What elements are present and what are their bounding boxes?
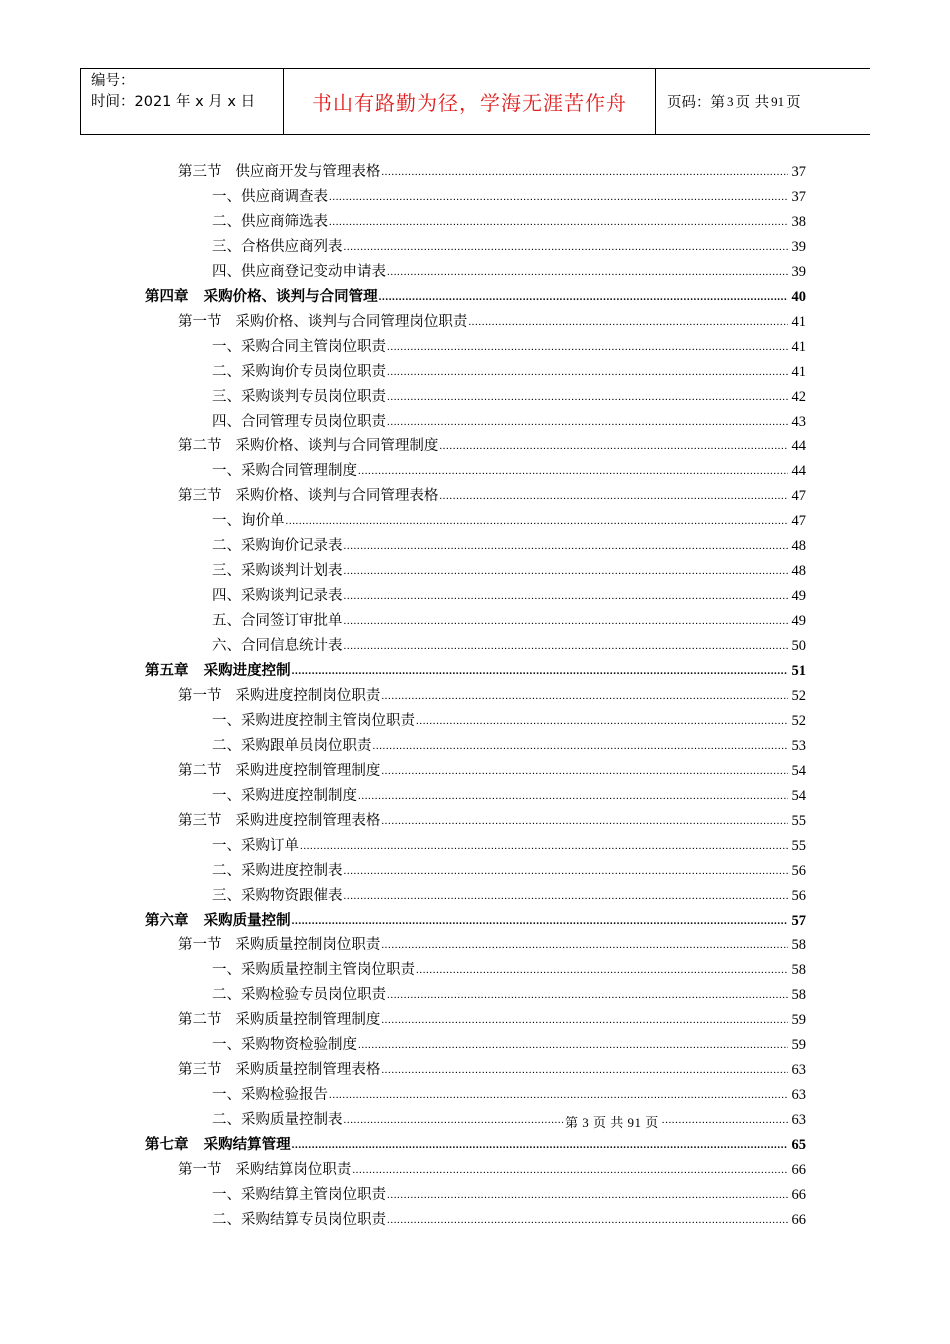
toc-leader-dots: [468, 312, 788, 332]
toc-entry-label: 一、采购合同主管岗位职责: [212, 338, 386, 355]
toc-entry-page: 50: [791, 638, 806, 655]
toc-entry-label: 一、采购检验报告: [212, 1087, 328, 1104]
toc-entry[interactable]: [178, 1056, 806, 1080]
toc-entry-label: 第七章 采购结算管理: [145, 1137, 291, 1154]
toc-leader-dots: [387, 1210, 788, 1230]
toc-entry-page: 37: [791, 188, 806, 205]
toc-entry-label: 一、采购订单: [212, 837, 299, 854]
toc-leader-dots: [381, 811, 788, 831]
toc-entry-page: 41: [791, 313, 806, 330]
toc-entry[interactable]: [212, 1031, 806, 1055]
toc-entry-page: 63: [791, 1112, 806, 1129]
toc-entry-page: 66: [791, 1162, 806, 1178]
toc-entry[interactable]: [212, 732, 806, 756]
toc-entry[interactable]: [212, 582, 806, 606]
toc-leader-dots: [292, 661, 788, 681]
toc-entry[interactable]: [212, 408, 806, 432]
toc-entry-page: 66: [791, 1211, 806, 1228]
toc-entry[interactable]: [212, 1081, 806, 1105]
toc-leader-dots: [439, 486, 788, 506]
toc-entry-page: 37: [791, 164, 806, 180]
code-label: 编号：: [91, 73, 135, 89]
page-mid: 页 共: [735, 95, 770, 111]
toc-entry-label: 二、采购结算专员岗位职责: [212, 1211, 386, 1228]
toc-leader-dots: [387, 412, 788, 432]
toc-entry[interactable]: [145, 907, 806, 931]
toc-entry-label: 第三节 采购价格、谈判与合同管理表格: [178, 488, 439, 505]
motto-text: 书山有路勤为径，学海无涯苦作舟: [312, 91, 627, 115]
toc-entry[interactable]: [178, 1156, 806, 1180]
toc-entry-page: 38: [791, 213, 806, 230]
toc-entry[interactable]: [212, 333, 806, 357]
toc-entry-label: 第六章 采购质量控制: [145, 912, 291, 929]
toc-entry[interactable]: [178, 682, 806, 706]
toc-entry-label: 第一节 采购质量控制岗位职责: [178, 937, 381, 954]
toc-entry-label: 第二节 采购质量控制管理制度: [178, 1012, 381, 1029]
toc-entry[interactable]: [212, 557, 806, 581]
toc-entry-label: 第二节 采购价格、谈判与合同管理制度: [178, 438, 439, 455]
toc-leader-dots: [344, 886, 789, 906]
toc-leader-dots: [344, 536, 789, 556]
toc-leader-dots: [381, 686, 788, 706]
toc-entry[interactable]: [212, 707, 806, 731]
toc-leader-dots: [344, 237, 789, 257]
toc-leader-dots: [381, 1060, 788, 1080]
toc-entry-page: 55: [791, 812, 806, 829]
page-prefix: 页码：第: [667, 95, 725, 111]
toc-entry-page: 59: [791, 1037, 806, 1054]
toc-entry-page: 63: [791, 1062, 806, 1079]
toc-entry-label: 四、采购谈判记录表: [212, 588, 343, 605]
page-header: [80, 68, 870, 135]
toc-entry-page: 55: [791, 837, 806, 854]
toc-entry-label: 第四章 采购价格、谈判与合同管理: [145, 288, 378, 305]
toc-entry-page: 49: [791, 588, 806, 605]
toc-leader-dots: [344, 586, 789, 606]
toc-leader-dots: [358, 461, 788, 481]
toc-entry-page: 66: [791, 1186, 806, 1203]
toc-leader-dots: [387, 262, 788, 282]
toc-entry[interactable]: [212, 532, 806, 556]
toc-entry-label: 一、询价单: [212, 513, 285, 530]
toc-leader-dots: [416, 960, 788, 980]
header-page-cell: [656, 69, 870, 134]
toc-entry[interactable]: [212, 183, 806, 207]
toc-leader-dots: [373, 736, 789, 756]
toc-entry[interactable]: [212, 507, 806, 531]
toc-entry-label: 第五章 采购进度控制: [145, 663, 291, 679]
toc-leader-dots: [387, 337, 788, 357]
toc-entry[interactable]: [212, 782, 806, 806]
toc-entry-page: 47: [791, 488, 806, 505]
toc-entry-label: 二、采购进度控制表: [212, 862, 343, 879]
toc-entry-page: 57: [791, 912, 806, 929]
toc-entry-label: 三、采购物资跟催表: [212, 887, 343, 904]
toc-entry-page: 63: [791, 1087, 806, 1104]
toc-leader-dots: [387, 1185, 788, 1205]
toc-entry-page: 44: [791, 438, 806, 455]
toc-entry-page: 54: [791, 762, 806, 779]
toc-leader-dots: [292, 911, 788, 931]
toc-entry-label: 二、采购检验专员岗位职责: [212, 987, 386, 1004]
toc-entry-label: 二、采购跟单员岗位职责: [212, 737, 372, 754]
toc-entry-label: 一、供应商调查表: [212, 188, 328, 205]
toc-entry-label: 第一节 采购价格、谈判与合同管理岗位职责: [178, 313, 468, 330]
toc-entry-page: 52: [791, 687, 806, 704]
toc-leader-dots: [381, 1010, 788, 1030]
toc-entry-page: 58: [791, 962, 806, 979]
toc-entry[interactable]: [212, 1206, 806, 1230]
toc-leader-dots: [381, 935, 788, 955]
toc-entry-label: 一、采购质量控制主管岗位职责: [212, 962, 415, 979]
toc-entry-page: 48: [791, 538, 806, 555]
toc-entry-label: 第三节 采购质量控制管理表格: [178, 1062, 381, 1079]
toc-entry-page: 44: [791, 463, 806, 480]
toc-entry-label: 一、采购物资检验制度: [212, 1037, 357, 1054]
toc-leader-dots: [416, 711, 788, 731]
toc-entry[interactable]: [178, 807, 806, 831]
toc-leader-dots: [387, 985, 788, 1005]
toc-entry[interactable]: [145, 283, 806, 307]
toc-entry[interactable]: [212, 607, 806, 631]
toc-entry-label: 第三节 供应商开发与管理表格: [178, 164, 381, 180]
toc-entry[interactable]: [145, 1131, 806, 1155]
toc-entry-label: 二、采购质量控制表: [212, 1112, 343, 1129]
toc-entry[interactable]: [212, 1181, 806, 1205]
toc-entry[interactable]: [178, 308, 806, 332]
toc-entry-label: 第二节 采购进度控制管理制度: [178, 762, 381, 779]
toc-entry[interactable]: [212, 956, 806, 980]
toc-entry[interactable]: [178, 158, 806, 182]
page-suffix: 页: [786, 95, 801, 111]
toc-entry-label: 二、供应商筛选表: [212, 213, 328, 230]
toc-leader-dots: [381, 761, 788, 781]
toc-leader-dots: [387, 362, 788, 382]
toc-entry-page: 39: [791, 238, 806, 255]
toc-entry[interactable]: [212, 832, 806, 856]
toc-entry-label: 四、合同管理专员岗位职责: [212, 413, 386, 430]
toc-entry-label: 五、合同签订审批单: [212, 613, 343, 630]
toc-entry-label: 一、采购合同管理制度: [212, 463, 357, 480]
toc-leader-dots: [344, 636, 789, 656]
toc-leader-dots: [286, 511, 789, 531]
toc-entry-page: 52: [791, 712, 806, 729]
toc-entry[interactable]: [178, 482, 806, 506]
time-label: 时间：2021 年 x 月 x 日: [91, 94, 256, 110]
toc-leader-dots: [329, 187, 788, 207]
toc-leader-dots: [329, 1085, 788, 1105]
toc-leader-dots: [344, 861, 789, 881]
toc-leader-dots: [344, 561, 789, 581]
toc-entry-page: 53: [791, 737, 806, 754]
toc-entry[interactable]: [212, 258, 806, 282]
toc-entry-label: 三、采购谈判计划表: [212, 563, 343, 580]
toc-leader-dots: [352, 1160, 788, 1180]
toc-leader-dots: [300, 836, 788, 856]
toc-entry[interactable]: [212, 208, 806, 232]
toc-entry-page: 47: [791, 513, 806, 530]
toc-entry[interactable]: [212, 632, 806, 656]
toc-entry-label: 第一节 采购进度控制岗位职责: [178, 687, 381, 704]
toc-entry-label: 六、合同信息统计表: [212, 638, 343, 655]
toc-leader-dots: [379, 287, 788, 307]
header-motto-cell: [284, 69, 656, 134]
toc-entry[interactable]: [178, 757, 806, 781]
toc-entry-label: 四、供应商登记变动申请表: [212, 263, 386, 280]
toc-entry-label: 三、合格供应商列表: [212, 238, 343, 255]
toc-entry-label: 二、采购询价专员岗位职责: [212, 363, 386, 380]
toc-entry[interactable]: [212, 981, 806, 1005]
page-total: 91: [771, 93, 785, 109]
toc-entry-label: 一、采购进度控制制度: [212, 787, 357, 804]
toc-leader-dots: [344, 611, 789, 631]
toc-entry-page: 43: [791, 413, 806, 430]
toc-entry[interactable]: [145, 657, 806, 681]
toc-leader-dots: [358, 786, 788, 806]
page-footer-mark: 第 3 页 共 91 页: [563, 1112, 661, 1131]
toc-entry[interactable]: [212, 1106, 806, 1130]
toc-entry-page: 58: [791, 987, 806, 1004]
toc-entry-page: 40: [791, 288, 806, 305]
toc-entry[interactable]: [178, 931, 806, 955]
toc-entry-page: 65: [791, 1137, 806, 1154]
toc-leader-dots: [387, 387, 788, 407]
toc-entry-page: 42: [791, 388, 806, 405]
toc-entry[interactable]: [212, 233, 806, 257]
toc-entry-page: 48: [791, 563, 806, 580]
toc-leader-dots: [381, 162, 788, 182]
toc-leader-dots: [292, 1135, 788, 1155]
toc-entry-page: 54: [791, 787, 806, 804]
toc-entry-page: 41: [791, 338, 806, 355]
toc-entry-page: 41: [791, 363, 806, 380]
toc-entry[interactable]: [178, 432, 806, 456]
toc-entry-label: 一、采购结算主管岗位职责: [212, 1186, 386, 1203]
toc-entry-page: 58: [791, 937, 806, 954]
toc-entry-page: 56: [791, 862, 806, 879]
toc-entry-label: 一、采购进度控制主管岗位职责: [212, 712, 415, 729]
toc-entry[interactable]: [212, 457, 806, 481]
toc-entry-label: 第一节 采购结算岗位职责: [178, 1162, 352, 1178]
toc-entry[interactable]: [212, 882, 806, 906]
toc-entry-label: 三、采购谈判专员岗位职责: [212, 388, 386, 405]
toc-entry[interactable]: [212, 857, 806, 881]
toc-entry[interactable]: [212, 383, 806, 407]
toc-entry-label: 第三节 采购进度控制管理表格: [178, 812, 381, 829]
toc-entry-page: 39: [791, 263, 806, 280]
toc-entry[interactable]: [212, 358, 806, 382]
toc-entry-page: 56: [791, 887, 806, 904]
toc-leader-dots: [439, 436, 788, 456]
header-meta-cell: [81, 69, 284, 134]
toc-leader-dots: [358, 1035, 788, 1055]
toc-leader-dots: [329, 212, 788, 232]
toc-entry-label: 二、采购询价记录表: [212, 538, 343, 555]
toc-entry-page: 59: [791, 1012, 806, 1029]
toc-entry-page: 49: [791, 613, 806, 630]
page-current: 3: [727, 93, 734, 109]
toc-entry-page: 51: [791, 663, 806, 679]
toc-entry[interactable]: [178, 1006, 806, 1030]
